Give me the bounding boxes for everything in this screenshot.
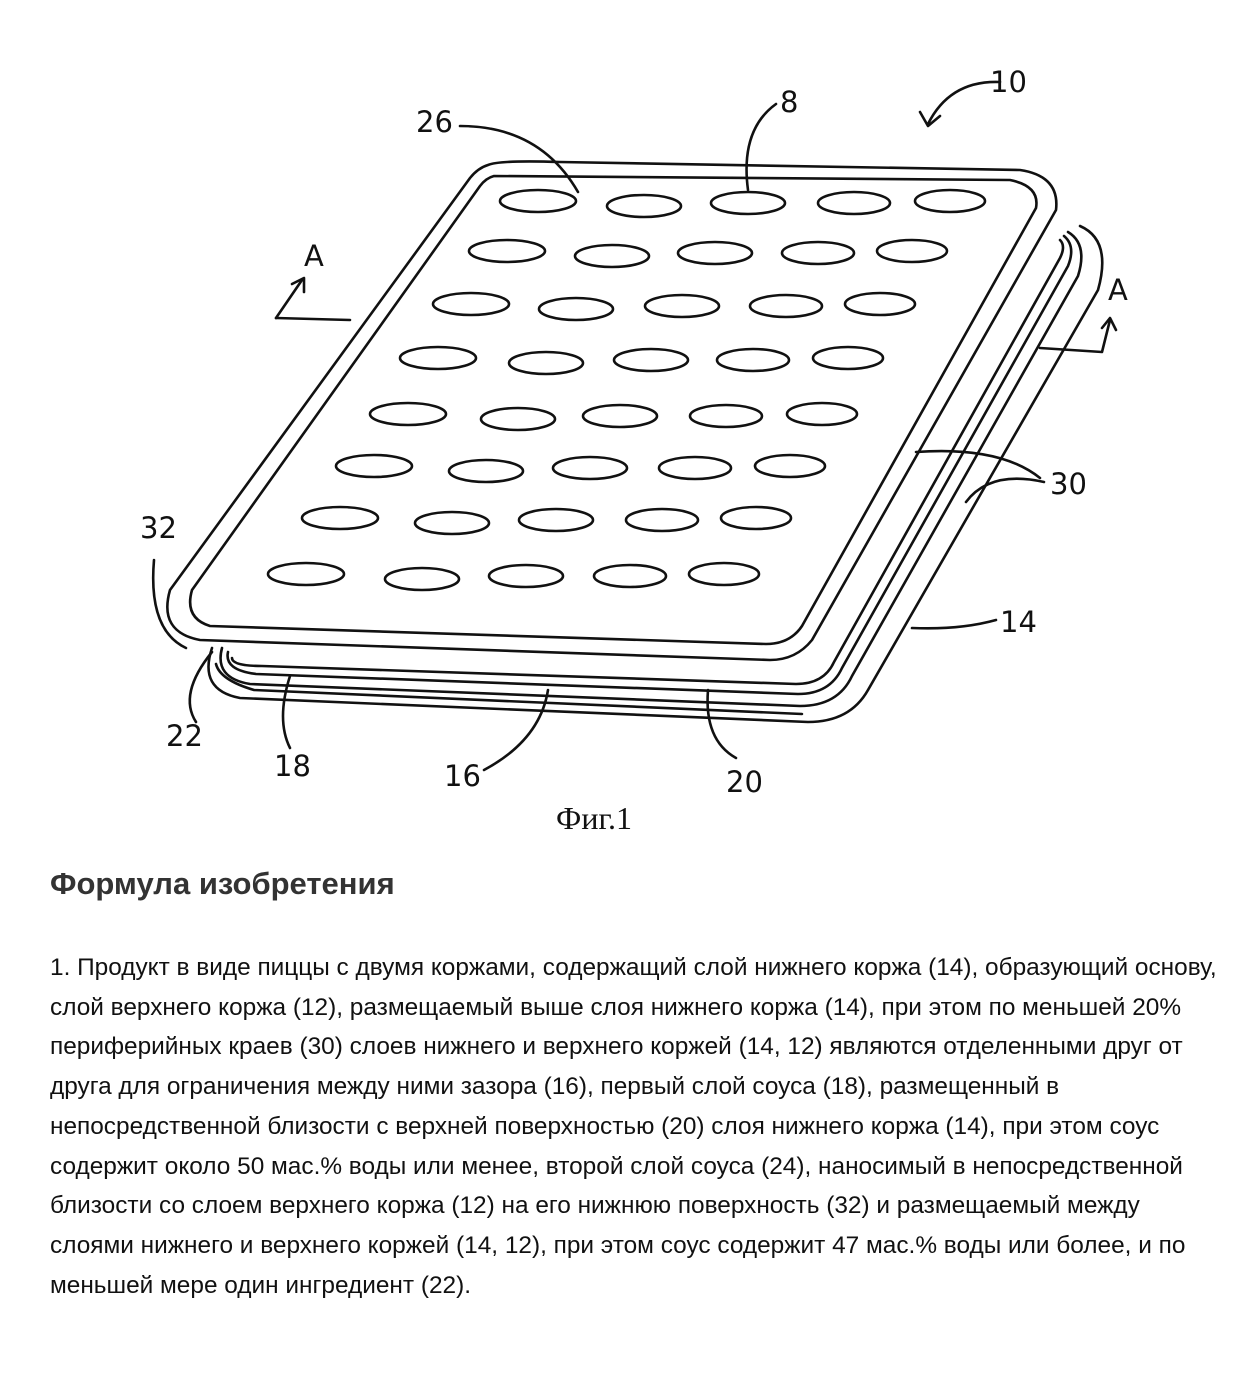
leader-20	[708, 690, 736, 758]
ref-label-26: 26	[416, 105, 453, 139]
ref-label-a-left: A	[304, 239, 324, 273]
ref-label-20: 20	[726, 765, 763, 799]
ref-label-14: 14	[1000, 605, 1037, 639]
ref-label-8: 8	[780, 85, 799, 119]
ref-label-10: 10	[990, 65, 1027, 99]
ref-label-30: 30	[1050, 467, 1087, 501]
ref-label-18: 18	[274, 749, 311, 783]
vent-holes	[268, 190, 985, 590]
ref-label-22: 22	[166, 719, 203, 753]
section-line-left-arrow	[276, 280, 302, 318]
leader-26	[460, 126, 578, 192]
layer-edge-3	[232, 240, 1063, 684]
ref-label-32: 32	[140, 511, 177, 545]
leader-14	[912, 620, 996, 628]
claims-heading: Формула изобретения	[50, 866, 395, 901]
layer-edge-1	[221, 232, 1082, 706]
claim-1-text: 1. Продукт в виде пиццы с двумя коржами, содержащий слой нижнего коржа (14), образующий основу, слой верхнего коржа (12), размещаемый выше слоя нижнего коржа (14), при этом по меньшей 20% периферийных краев (30) слоев нижнего и верхнего коржей (14, 12) являются отделенными друг от друга для ограничения между ними зазора (16), первый слой соуса (18), размещенный в непосредственной близости с верхней поверхностью (20) слоя нижнего коржа (14), при этом соус содержит около 50 мас.% воды или менее, второй слой соуса (24), наносимый в непосредственной близости со слоем верхнего коржа (12) на его нижнюю поверхность (32) и размещаемый между слоями нижнего и верхнего коржей (14, 12), при этом соус содержит 47 мас.% воды или более, и по меньшей мере один ингредиент (22).	[50, 954, 1217, 1299]
bottom-crust-outline	[209, 226, 1103, 722]
section-line-left	[276, 318, 350, 320]
layer-edge-4	[216, 664, 802, 714]
figure-caption: Фиг.1	[556, 800, 632, 836]
ref-label-16: 16	[444, 759, 481, 793]
ref-label-a-right: A	[1108, 273, 1128, 307]
